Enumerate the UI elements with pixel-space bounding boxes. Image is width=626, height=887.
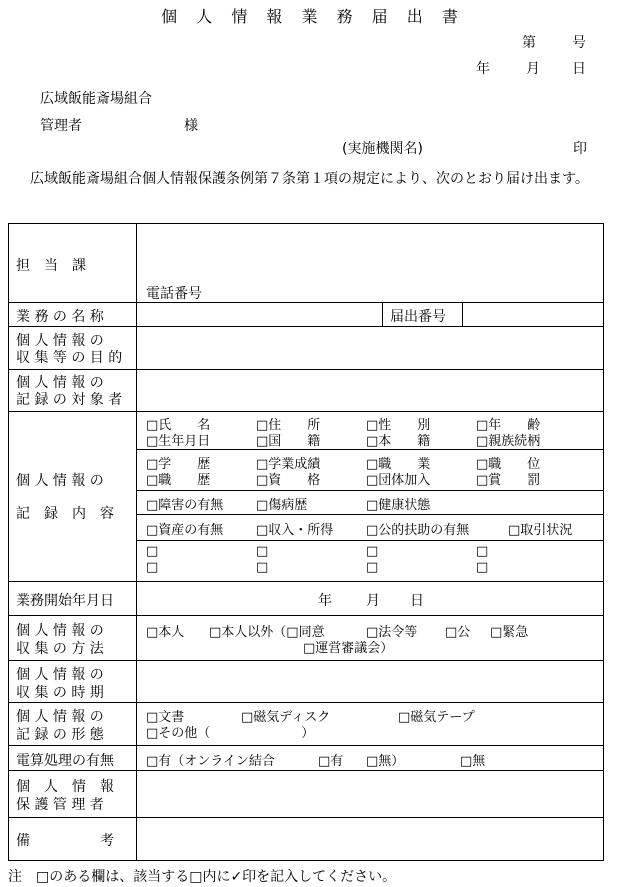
item-nenrei[interactable]: □年 齢 xyxy=(476,418,541,433)
item-blank-6[interactable]: □ xyxy=(256,560,269,575)
item-jusho[interactable]: □住 所 xyxy=(256,418,321,433)
item-shobyo[interactable]: □傷病歴 xyxy=(256,498,308,513)
label-densan: 電算処理の有無 xyxy=(16,753,114,769)
densan-online-yu[interactable]: □有 xyxy=(318,754,344,769)
sama-label: 様 xyxy=(184,118,198,134)
label-keitai-1: 個 人 情 報 の xyxy=(16,709,104,725)
label-kanri-1: 個 人 情 報 xyxy=(16,779,114,795)
densan-online-mu[interactable]: □無） xyxy=(366,754,405,769)
label-mokuteki-2: 収 集 等 の 目 的 xyxy=(16,350,123,366)
item-shokugyo[interactable]: □職 業 xyxy=(366,457,431,472)
kaishi-nen: 年 xyxy=(318,593,332,609)
agency-label: (実施機関名) xyxy=(342,141,423,157)
densan-yu[interactable]: □有（オンライン結合 xyxy=(146,754,275,769)
label-jiki-2: 収 集 の 時 期 xyxy=(16,685,104,701)
form-disk[interactable]: □磁気ディスク xyxy=(241,710,331,725)
date-hi: 日 xyxy=(572,61,586,77)
label-hoho-2: 収 集 の 方 法 xyxy=(16,641,104,657)
item-gakureki[interactable]: □学 歴 xyxy=(146,457,211,472)
item-blank-7[interactable]: □ xyxy=(366,560,379,575)
kaishi-tsuki: 月 xyxy=(366,593,380,609)
label-kaishi: 業務開始年月日 xyxy=(16,593,114,609)
number-dai: 第 xyxy=(522,35,536,51)
number-go: 号 xyxy=(572,35,586,51)
form-title: 個 人 情 報 業 務 届 出 書 xyxy=(161,7,465,26)
item-dantai[interactable]: □団体加入 xyxy=(366,473,431,488)
form-other[interactable]: □その他（ ） xyxy=(146,726,315,741)
item-shikaku[interactable]: □資 格 xyxy=(256,473,321,488)
item-gakugyo[interactable]: □学業成績 xyxy=(256,457,321,472)
item-blank-3[interactable]: □ xyxy=(366,544,379,559)
item-shokui[interactable]: □職 位 xyxy=(476,457,541,472)
item-shinzoku[interactable]: □親族続柄 xyxy=(476,434,541,449)
item-shunyu[interactable]: □収入・所得 xyxy=(256,523,334,538)
footnote: 注 □のある欄は、該当する□内に✓印を記入してください。 xyxy=(8,869,397,885)
phone-label: 電話番号 xyxy=(146,286,202,302)
item-fujo[interactable]: □公的扶助の有無 xyxy=(366,523,470,538)
label-kanri-2: 保 護 管 理 者 xyxy=(16,797,104,813)
item-shobatsu[interactable]: □賞 罰 xyxy=(476,473,541,488)
item-shisan[interactable]: □資産の有無 xyxy=(146,523,224,538)
item-blank-5[interactable]: □ xyxy=(146,560,159,575)
date-nen: 年 xyxy=(476,61,490,77)
label-keitai-2: 記 録 の 形 態 xyxy=(16,727,104,743)
manager-label: 管理者 xyxy=(40,118,82,134)
item-shokureki[interactable]: □職 歴 xyxy=(146,473,211,488)
label-biko: 備 考 xyxy=(16,833,114,849)
label-naiyo-2: 記 録 内 容 xyxy=(16,506,114,522)
organization-name: 広域飯能斎場組合 xyxy=(40,91,152,107)
method-igai[interactable]: □本人以外（□同意 xyxy=(209,625,325,640)
intro-text: 広域飯能斎場組合個人情報保護条例第７条第１項の規定により、次のとおり届け出ます。 xyxy=(16,171,589,187)
method-ko[interactable]: □公 xyxy=(445,625,471,640)
label-todoke-no: 届出番号 xyxy=(390,309,446,325)
form-tape[interactable]: □磁気テープ xyxy=(398,710,475,725)
item-seinengappi[interactable]: □生年月日 xyxy=(146,434,211,449)
item-honseki[interactable]: □本 籍 xyxy=(366,434,431,449)
label-tanto: 担 当 課 xyxy=(16,258,86,274)
form-bunsho[interactable]: □文書 xyxy=(146,710,185,725)
label-hoho-1: 個 人 情 報 の xyxy=(16,623,104,639)
item-blank-1[interactable]: □ xyxy=(146,544,159,559)
method-honnin[interactable]: □本人 xyxy=(146,625,185,640)
method-unei[interactable]: □運営審議会） xyxy=(303,641,394,656)
item-kenko[interactable]: □健康状態 xyxy=(366,498,431,513)
item-blank-8[interactable]: □ xyxy=(476,560,489,575)
label-gyomu-name: 業 務 の 名 称 xyxy=(16,309,104,325)
label-jiki-1: 個 人 情 報 の xyxy=(16,667,104,683)
seal-mark: 印 xyxy=(573,141,587,157)
method-hourei[interactable]: □法令等 xyxy=(366,625,418,640)
label-mokuteki-1: 個 人 情 報 の xyxy=(16,333,104,349)
item-blank-2[interactable]: □ xyxy=(256,544,269,559)
item-shimei[interactable]: □氏 名 xyxy=(146,418,211,433)
item-blank-4[interactable]: □ xyxy=(476,544,489,559)
label-taisho-1: 個 人 情 報 の xyxy=(16,375,104,391)
item-shogai[interactable]: □障害の有無 xyxy=(146,498,224,513)
densan-mu[interactable]: □無 xyxy=(460,754,486,769)
label-taisho-2: 記 録 の 対 象 者 xyxy=(16,392,123,408)
date-tsuki: 月 xyxy=(526,61,540,77)
item-seibetsu[interactable]: □性 別 xyxy=(366,418,431,433)
item-torihiki[interactable]: □取引状況 xyxy=(508,523,573,538)
label-naiyo-1: 個 人 情 報 の xyxy=(16,473,104,489)
item-kokuseki[interactable]: □国 籍 xyxy=(256,434,321,449)
method-kinkyu[interactable]: □緊急 xyxy=(490,625,529,640)
kaishi-hi: 日 xyxy=(410,593,424,609)
